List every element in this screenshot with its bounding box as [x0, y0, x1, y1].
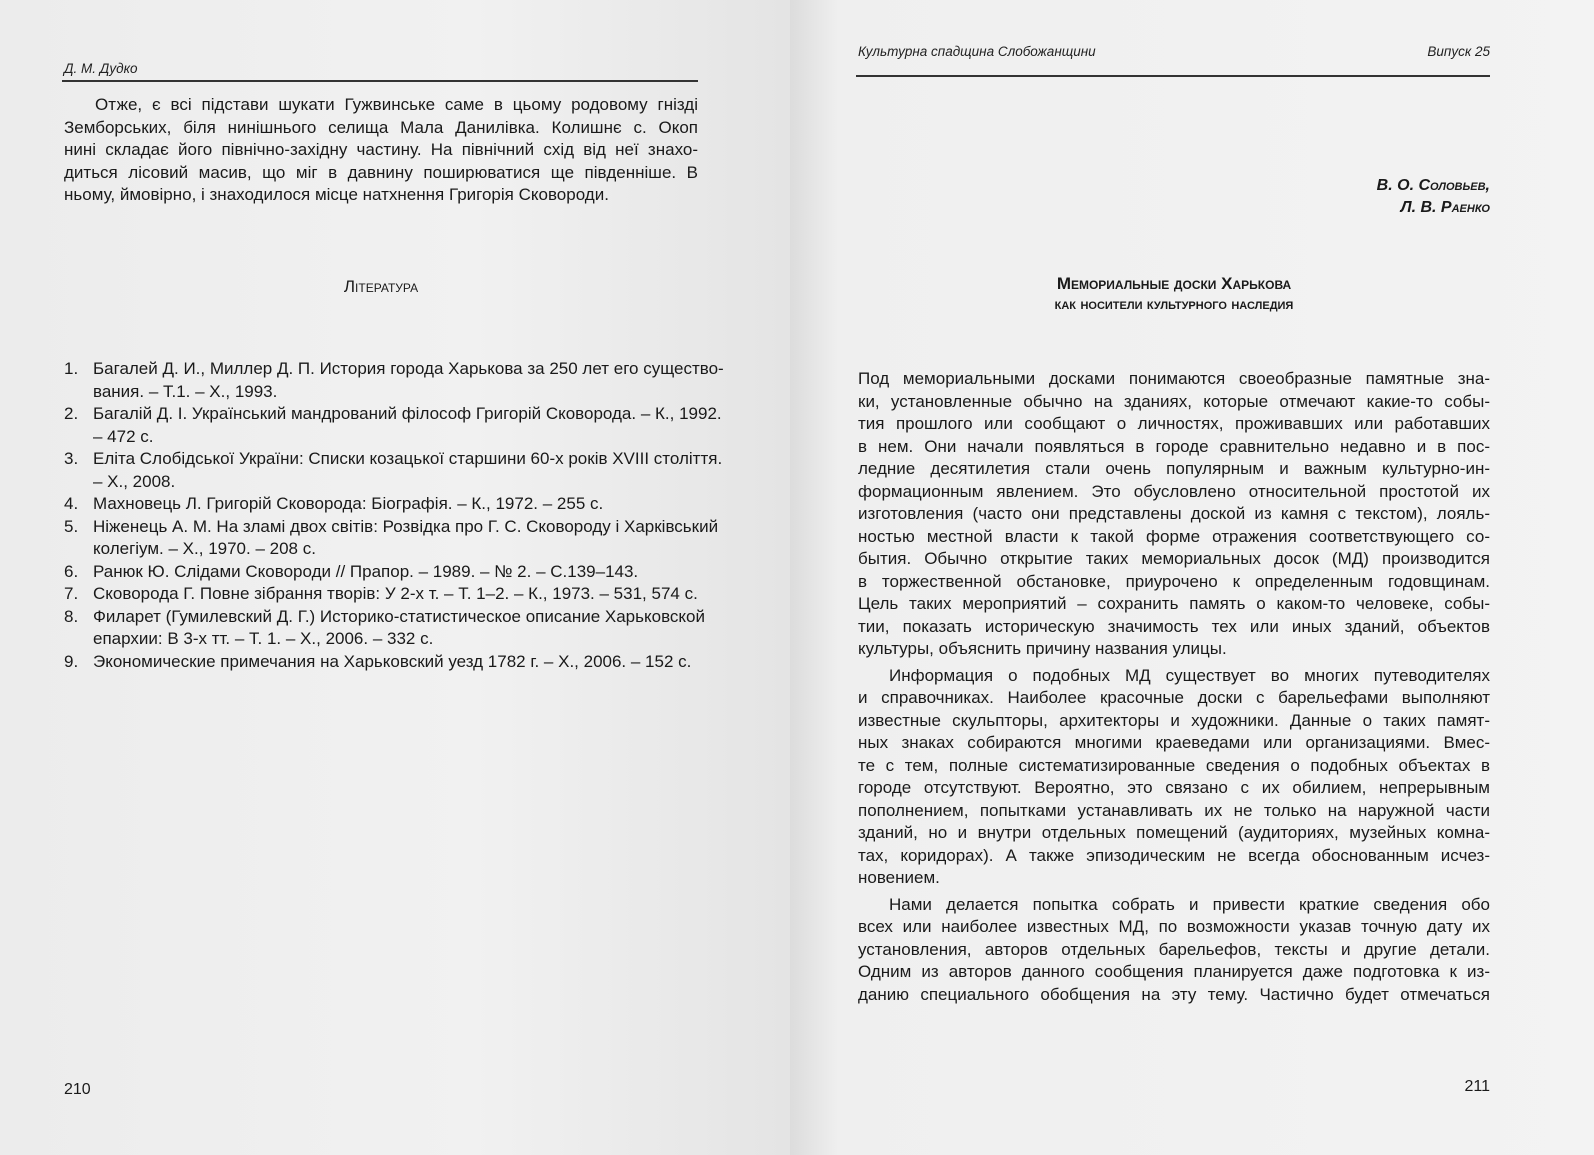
text-line: нині складає його північно-західну частину. На північний схід від неї знахо-: [64, 140, 698, 159]
reference-number: 7.: [64, 584, 79, 603]
text-line: всех или наиболее известных МД, по возможности указав точную дату их: [858, 917, 1490, 936]
reference-item: [64, 651, 698, 674]
reference-number: 2.: [64, 404, 79, 423]
header-rule: [62, 80, 698, 82]
reference-item: [64, 493, 698, 516]
text-line: Земборських, біля нинішнього селища Мала Данилівка. Колишнє с. Окоп: [64, 117, 698, 137]
text-line: те с тем, полные систематизированные сведения о подобных объектах в: [858, 755, 1490, 775]
text-line: установления, авторов отдельных барельефов, тексты и другие детали.: [858, 939, 1490, 959]
text-line: городе отсутствуют. Вероятно, это связано с их обилием, непрерывным: [858, 778, 1490, 797]
text-line: ных знаках собираются многими краеведами или организациями. Вмес-: [858, 733, 1490, 752]
text-line: Филарет (Гумилевский Д. Г.) Историко-статистическое описание Харьковской: [93, 606, 705, 626]
text-line: Багалей Д. И., Миллер Д. П. История города Харькова за 250 лет его существо-: [93, 359, 724, 378]
text-line: вания. – Т.1. – Х., 1993.: [93, 381, 278, 401]
reference-number: 6.: [64, 561, 79, 581]
body-paragraph: [858, 665, 1490, 890]
text-line: тия прошлого или сообщают о личностях, проживавших или работавших: [858, 414, 1490, 433]
header-rule: [856, 75, 1490, 77]
text-line: епархии: В 3-х тт. – Т. 1. – Х., 2006. – 332 с.: [93, 629, 434, 648]
text-line: ки, установленные обычно на зданиях, которые отмечают какие-то собы-: [858, 391, 1490, 411]
reference-item: [64, 448, 723, 493]
text-line: формационным явлением. Это обусловлено относительной простотой их: [858, 481, 1490, 501]
text-line: в нем. Они начали появляться в городе сравнительно недавно и в пос-: [858, 436, 1490, 456]
author: Л. В. Раенко: [1400, 199, 1490, 216]
reference-number: 4.: [64, 494, 79, 513]
references-list: [64, 358, 724, 673]
right-page: [790, 0, 1594, 1155]
page-number: 211: [1464, 1078, 1490, 1095]
text-line: Ранюк Ю. Слідами Сковороди // Прапор. – 1989. – № 2. – С.139–143.: [93, 561, 639, 581]
text-line: ньому, ймовірно, і знаходилося місце натхнення Григорія Сковороди.: [64, 185, 609, 204]
author: В. О. Соловьев,: [1376, 177, 1490, 194]
body-paragraph: [858, 368, 1490, 661]
text-line: Махновець Л. Григорій Сковорода: Біографія. – К., 1972. – 255 с.: [93, 494, 604, 513]
text-line: новением.: [858, 868, 940, 887]
text-line: ледние десятилетия стали очень популярным и важным культурно-ин-: [858, 459, 1490, 478]
text-line: Еліта Слобідської України: Списки козацької старшини 60-х років XVIII століття.: [93, 449, 723, 468]
text-line: культуры, объяснить причину названия улицы.: [858, 639, 1227, 658]
text-line: колегіум. – Х., 1970. – 208 с.: [93, 539, 316, 558]
text-line: Багалій Д. І. Український мандрований філософ Григорій Сковорода. – К., 1992.: [93, 404, 722, 423]
running-head-journal: Культурна спадщина Слобожанщини: [858, 44, 1096, 59]
text-line: Ніженець А. М. На зламі двох світів: Розвідка про Г. С. Сковороду і Харківський: [93, 516, 719, 536]
text-line: – Х., 2008.: [93, 471, 176, 491]
text-line: Нами делается попытка собрать и привести краткие сведения обо: [889, 894, 1490, 914]
text-line: диться лісовий масив, що міг в давнину поширюватися ще південніше. В: [64, 162, 698, 182]
authors: [1377, 175, 1490, 219]
text-line: ностью местной власти к такой форме отражения соответствующего со-: [858, 526, 1490, 546]
reference-number: 1.: [64, 359, 79, 378]
references-heading: Література: [343, 277, 419, 296]
left-page: [0, 0, 790, 1155]
reference-item: [64, 606, 705, 651]
body-paragraph: [64, 94, 698, 207]
text-line: и справочниках. Наиболее красочные доски с барельефами выполняют: [858, 688, 1490, 707]
text-line: Информация о подобных МД существует во многих путеводителях: [889, 665, 1490, 685]
text-line: тах, коридорах). А также эпизодическим не всегда обоснованным исчез-: [858, 845, 1490, 865]
text-line: Цель таких мероприятий – сохранить память о каком-то человеке, собы-: [858, 594, 1490, 613]
text-line: тии, показать историческую значимость тех или иных зданий, объектов: [858, 616, 1490, 636]
text-line: пополнением, попытками устанавливать их не только на наружной части: [858, 800, 1490, 820]
text-line: известные скульпторы, архитекторы и художники. Данные о таких памят-: [858, 710, 1490, 730]
text-line: – 472 с.: [93, 426, 154, 446]
text-line: в торжественной обстановке, приурочено к определенным годовщинам.: [858, 571, 1490, 591]
reference-item: [64, 516, 719, 561]
article-title: [858, 273, 1490, 315]
running-head-author: Д. М. Дудко: [64, 61, 138, 76]
reference-item: [64, 358, 724, 403]
text-line: Отже, є всі підстави шукати Гужвинське саме в цьому родовому гнізді: [95, 95, 698, 114]
reference-number: 8.: [64, 606, 79, 626]
reference-number: 5.: [64, 516, 79, 536]
article-body: [858, 368, 1490, 1010]
reference-number: 9.: [64, 651, 79, 671]
text-line: Под мемориальными досками понимаются своеобразные памятные зна-: [858, 369, 1490, 388]
text-line: зданий, но и внутри отдельных помещений (аудиториях, музейных комна-: [858, 823, 1490, 842]
reference-number: 3.: [64, 449, 79, 468]
body-paragraph: [858, 894, 1490, 1007]
reference-item: [64, 403, 722, 448]
title-line: как носители культурного наследия: [1054, 296, 1294, 313]
page-number: 210: [64, 1081, 91, 1098]
text-line: данию специального обобщения на эту тему. Частично будет отмечаться: [858, 984, 1490, 1004]
text-line: изготовления (часто они представлены доской из камня с текстом), лояль-: [858, 504, 1490, 523]
reference-item: [64, 583, 698, 606]
title-line: Мемориальные доски Харькова: [1056, 274, 1292, 293]
text-line: бытия. Обычно открытие таких мемориальных досок (МД) производится: [858, 549, 1490, 568]
text-line: Одним из авторов данного сообщения планируется даже подготовка к из-: [858, 962, 1490, 981]
text-line: Экономические примечания на Харьковский уезд 1782 г. – Х., 2006. – 152 с.: [93, 651, 692, 671]
running-head-issue: Випуск 25: [1427, 44, 1490, 59]
text-line: Сковорода Г. Повне зібрання творів: У 2-х т. – Т. 1–2. – К., 1973. – 531, 574 с.: [93, 584, 698, 603]
reference-item: [64, 561, 698, 584]
